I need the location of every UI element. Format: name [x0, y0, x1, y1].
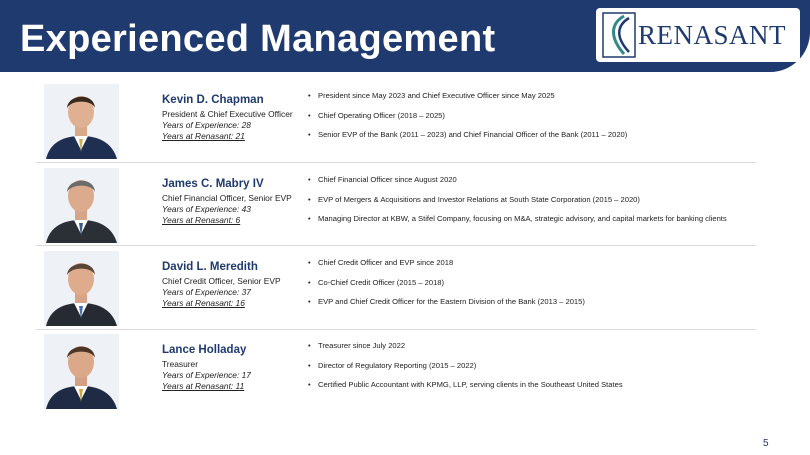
row-divider — [36, 162, 756, 163]
bullet-item: • Treasurer since July 2022 — [308, 341, 758, 351]
bullet-item: • EVP of Mergers & Acquisitions and Investor Relations at South State Corporation (2015 – 2020) — [308, 195, 758, 205]
header-banner — [0, 0, 810, 72]
executive-role: Chief Credit Officer, Senior EVP — [162, 276, 281, 286]
executive-bullets — [308, 258, 758, 317]
person-portrait-icon — [44, 251, 119, 326]
executive-row — [36, 167, 756, 249]
slide-title: Experienced Management — [20, 18, 496, 60]
bullet-item: • Certified Public Accountant with KPMG, LLP, serving clients in the Southeast United States — [308, 380, 758, 390]
bullet-item: • Managing Director at KBW, a Stifel Company, focusing on M&A, strategic advisory, and capital markets for banking clients — [308, 214, 758, 224]
person-portrait-icon — [44, 334, 119, 409]
executive-photo — [44, 334, 119, 409]
bullet-item: • Director of Regulatory Reporting (2015 – 2022) — [308, 361, 758, 371]
years-experience: Years of Experience: 43 — [162, 204, 251, 214]
row-divider — [36, 245, 756, 246]
logo-mark-icon — [602, 12, 636, 58]
bullet-item: • President since May 2023 and Chief Executive Officer since May 2025 — [308, 91, 758, 101]
years-at-renasant: Years at Renasant: 16 — [162, 298, 245, 308]
executive-photo — [44, 251, 119, 326]
logo-wordmark: RENASANT — [638, 19, 787, 50]
executive-row — [36, 250, 756, 332]
bullet-item: • Chief Financial Officer since August 2020 — [308, 175, 758, 185]
executive-row — [36, 333, 756, 415]
person-portrait-icon — [44, 84, 119, 159]
executive-bullets — [308, 91, 758, 150]
executive-name: Lance Holladay — [162, 344, 247, 356]
bullet-item: • Senior EVP of the Bank (2011 – 2023) and Chief Financial Officer of the Bank (2011 – 2020) — [308, 130, 758, 140]
executive-bullets — [308, 175, 758, 234]
page-number: 5 — [763, 438, 769, 449]
years-at-renasant: Years at Renasant: 6 — [162, 215, 241, 225]
executive-photo — [44, 168, 119, 243]
executive-role: Chief Financial Officer, Senior EVP — [162, 193, 292, 203]
executive-name: James C. Mabry IV — [162, 178, 264, 190]
executive-row — [36, 83, 756, 165]
person-portrait-icon — [44, 168, 119, 243]
years-at-renasant: Years at Renasant: 11 — [162, 381, 245, 391]
bullet-item: • Chief Operating Officer (2018 – 2025) — [308, 111, 758, 121]
executive-name: David L. Meredith — [162, 261, 258, 273]
years-experience: Years of Experience: 37 — [162, 287, 251, 297]
executive-photo — [44, 84, 119, 159]
years-experience: Years of Experience: 28 — [162, 120, 251, 130]
row-divider — [36, 329, 756, 330]
bullet-item: • EVP and Chief Credit Officer for the Eastern Division of the Bank (2013 – 2015) — [308, 297, 758, 307]
bullet-item: • Co-Chief Credit Officer (2015 – 2018) — [308, 278, 758, 288]
executive-role: President & Chief Executive Officer — [162, 109, 293, 119]
executive-name: Kevin D. Chapman — [162, 94, 264, 106]
executive-role: Treasurer — [162, 359, 198, 369]
bullet-item: • Chief Credit Officer and EVP since 2018 — [308, 258, 758, 268]
years-experience: Years of Experience: 17 — [162, 370, 251, 380]
executive-bullets — [308, 341, 758, 400]
years-at-renasant: Years at Renasant: 21 — [162, 131, 245, 141]
company-logo — [596, 8, 800, 62]
